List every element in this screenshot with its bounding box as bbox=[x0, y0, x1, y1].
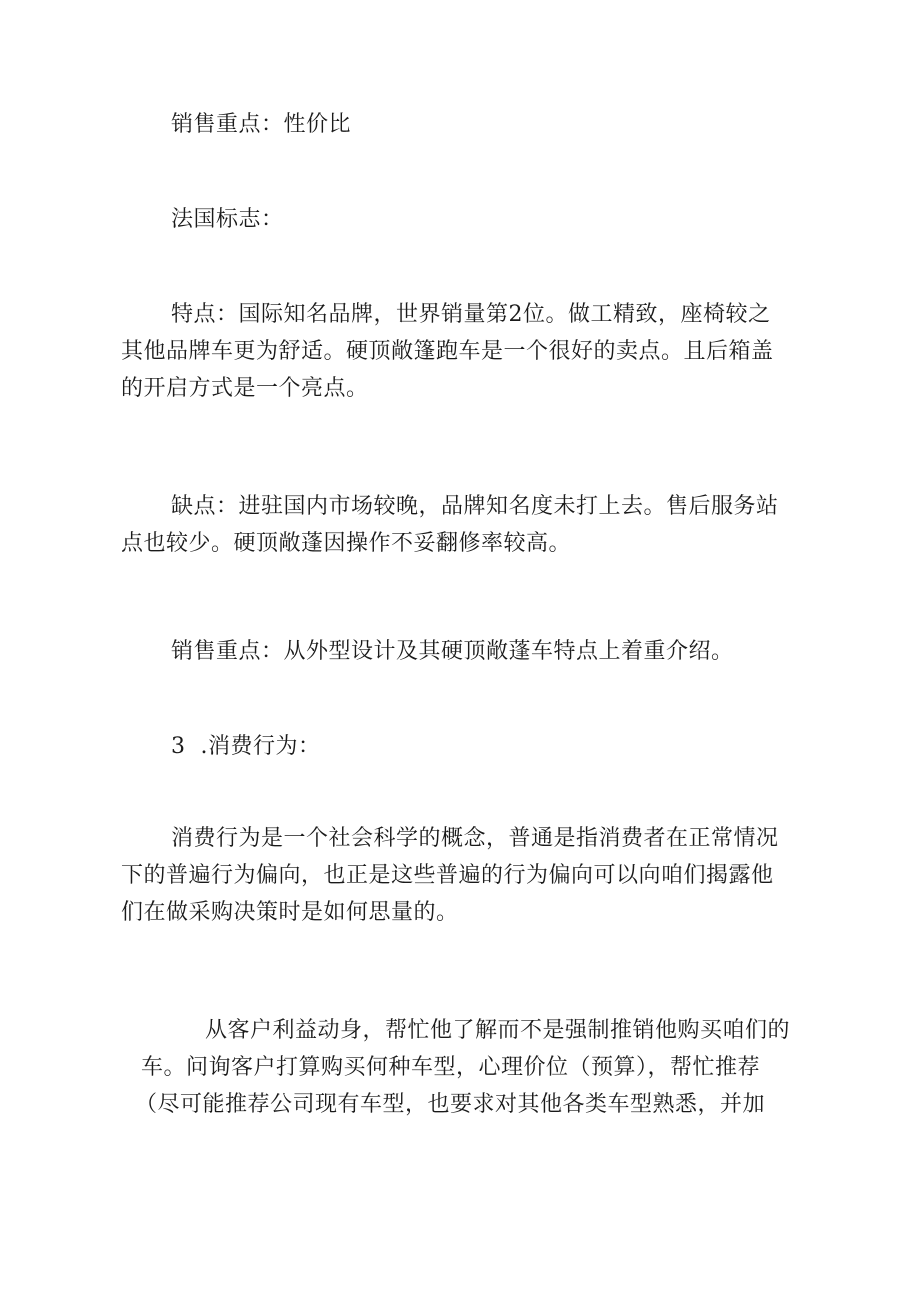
text-line: 销售重点：从外型设计及其硬顶敞蓬车特点上着重介绍。 bbox=[171, 639, 734, 664]
text-line: 下的普遍行为偏向，也正是这些普遍的行为偏向可以向咱们揭露他 bbox=[121, 863, 774, 888]
text-line: 特点：国际知名品牌，世界销量第2位。做工精致，座椅较之 bbox=[171, 302, 771, 327]
paragraph-sales-focus-value bbox=[171, 106, 811, 143]
paragraph-french-brand-heading bbox=[171, 201, 811, 238]
paragraph-consumer-behavior-definition bbox=[121, 820, 811, 931]
text-line: 其他品牌车更为舒适。硬顶敞篷跑车是一个很好的卖点。且后箱盖 bbox=[121, 339, 774, 364]
text-line: 的开启方式是一个亮点。 bbox=[121, 376, 369, 401]
text-line: 销售重点：性价比 bbox=[171, 112, 352, 137]
text-line: 法国标志： bbox=[171, 207, 284, 232]
text-line: 消费行为是一个社会科学的概念，普通是指消费者在正常情况 bbox=[171, 826, 779, 851]
section-heading-consumer-behavior bbox=[171, 728, 811, 765]
paragraph-features bbox=[121, 296, 811, 407]
text-line: 从客户利益动身，帮忙他了解而不是强制推销他购买咱们的 bbox=[205, 1018, 791, 1043]
paragraph-sales-focus-design bbox=[171, 633, 811, 670]
text-line: 车。问询客户打算购买何种车型，心理价位（预算），帮忙推荐 bbox=[141, 1055, 761, 1080]
text-line: （尽可能推荐公司现有车型，也要求对其他各类车型熟悉，并加 bbox=[135, 1092, 766, 1117]
text-line: 3 .消费行为： bbox=[171, 734, 321, 759]
text-line: 缺点：进驻国内市场较晚，品牌知名度未打上去。售后服务站 bbox=[171, 494, 779, 519]
paragraph-drawbacks bbox=[121, 488, 811, 562]
paragraph-customer-interest bbox=[135, 1012, 815, 1123]
text-line: 们在做采购决策时是如何思量的。 bbox=[121, 900, 459, 925]
text-line: 点也较少。硬顶敞蓬因操作不妥翻修率较高。 bbox=[121, 531, 572, 556]
